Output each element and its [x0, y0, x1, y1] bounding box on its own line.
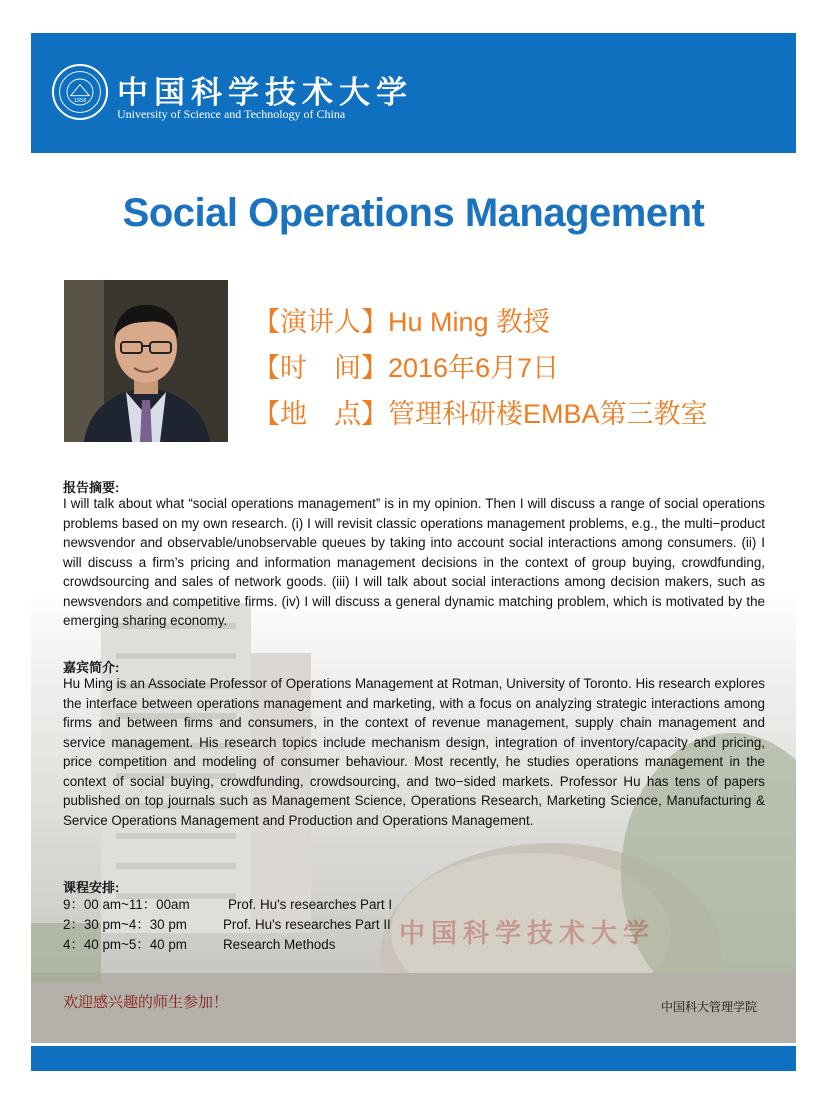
bio-text: Hu Ming is an Associate Professor of Operations Management at Rotman, University of Toronto. His research explores the interface between operations management and marketing, with a focus on analyzing strategic interactions among firms and between firms and consumers, in the context of revenue management, supply chain management and service management. His research topics include mechanism design, integration of inventory/capacity and pricing, price competition and modeling of consumer behaviour. Most recently, he studies operations management in the context of social buying, crowdfunding, crowdsourcing, and two−sided markets. Professor Hu has tens of papers published on top journals such as Management Science, Operations Research, Marketing Science, Manufacturing & Service Operations Management and Production and Operations Management. — [63, 676, 765, 828]
page-title: Social Operations Management — [122, 191, 705, 235]
date-line: 【时 间】2016年6月7日 — [253, 353, 560, 383]
schedule-heading: 课程安排: — [63, 880, 120, 895]
seal-year: 1958 — [73, 98, 87, 105]
schedule-topic: Research Methods — [223, 937, 336, 952]
header-banner — [31, 33, 796, 153]
schedule-topic: Prof. Hu's researches Part I — [228, 897, 393, 912]
schedule-topic: Prof. Hu's researches Part II — [223, 917, 391, 932]
schedule-time: 9：00 am~11：00am — [63, 897, 190, 912]
welcome-message: 欢迎感兴趣的师生参加！ — [63, 994, 229, 1011]
speaker-photo — [64, 280, 228, 442]
location-line: 【地 点】管理科研楼EMBA第三教室 — [253, 399, 708, 429]
university-name-en: University of Science and Technology of China — [117, 107, 346, 121]
university-seal-icon — [52, 64, 108, 120]
stone-inscription-watermark: 中国科学技术大学 — [399, 919, 656, 949]
schedule-item — [63, 894, 392, 913]
schedule-item — [63, 914, 391, 933]
university-name-cn: 中国科学技术大学 — [117, 75, 413, 111]
abstract-heading: 报告摘要: — [63, 480, 120, 495]
schedule-time: 4：40 pm~5：40 pm — [63, 937, 187, 952]
speaker-line: 【演讲人】Hu Ming 教授 — [253, 307, 551, 337]
bio-heading: 嘉宾简介: — [63, 660, 120, 675]
abstract-text: I will talk about what “social operations management” is in my opinion. Then I will discuss a range of social operations problems based on my own research. (i) I will revisit classic operations management problems, e.g., the multi−product newsvendor and observable/unobservable queues by taking into account social interactions among consumers. (ii) I will discuss a firm’s pricing and information management decisions in the context of group buying, crowdfunding, crowdsourcing and sales of network goods. (iii) I will talk about social interactions among decision makers, such as newsvendors and competitive firms. (iv) I will discuss a general dynamic matching problem, which is motivated by the emerging sharing economy. — [63, 496, 765, 628]
organizer-name: 中国科大管理学院 — [660, 1000, 757, 1014]
schedule-time: 2：30 pm~4：30 pm — [63, 917, 187, 932]
schedule-item — [63, 934, 335, 953]
poster — [31, 33, 796, 1071]
footer-bar — [31, 1046, 796, 1071]
